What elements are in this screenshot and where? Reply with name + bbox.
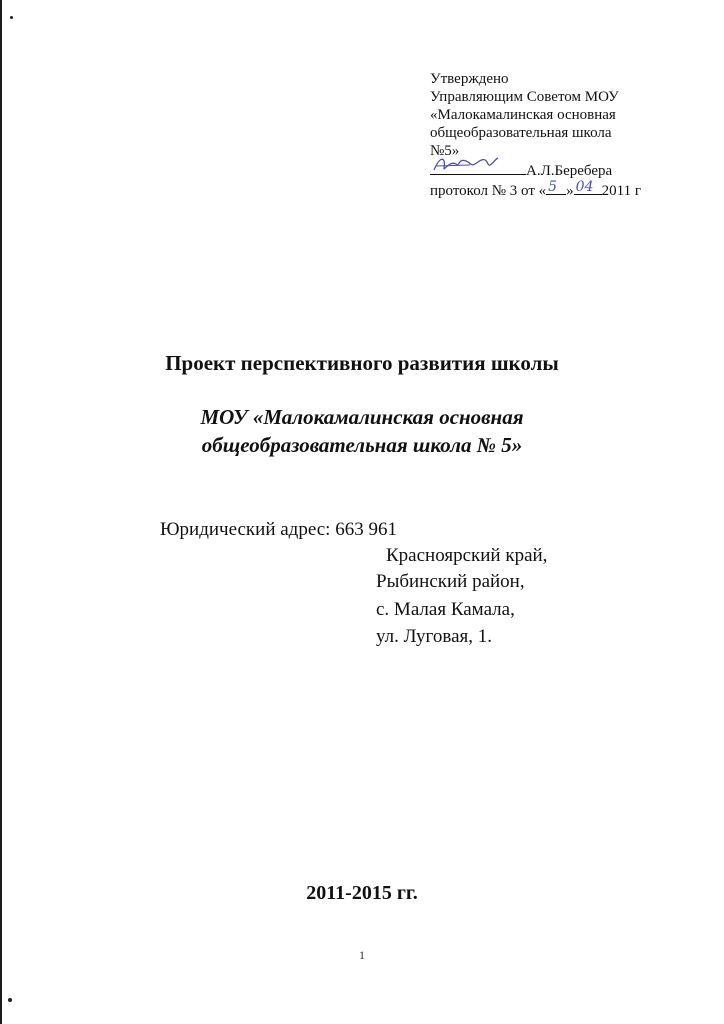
page-title: Проект перспективного развития школы [165, 351, 559, 375]
protocol-year: 2011 г [601, 183, 642, 199]
protocol-quote: » [566, 183, 574, 199]
protocol-month-blank [574, 180, 602, 195]
address-line: Красноярский край, [386, 545, 548, 566]
organization-name-line: общеобразовательная школа № 5» [201, 433, 523, 457]
organization-name [0, 403, 724, 459]
protocol-month: 04 [575, 179, 594, 195]
address-line: Рыбинский район, [376, 571, 525, 592]
approval-body-line: Управляющим Советом МОУ [430, 89, 619, 105]
project-years: 2011-2015 гг. [306, 882, 418, 904]
approval-body-line: «Малокамалинская основная [430, 107, 616, 123]
signature-line [430, 160, 710, 180]
organization-name-line: МОУ «Малокамалинская основная [200, 405, 524, 429]
approval-body-line: общеобразовательная школа [430, 125, 612, 141]
approval-body-line: №5» [430, 143, 460, 159]
protocol-prefix: протокол № 3 от « [430, 183, 547, 199]
scan-edge [0, 0, 2, 1024]
address-line: с. Малая Камала, [376, 599, 515, 620]
address-line: ул. Луговая, 1. [376, 626, 493, 647]
scan-speck [10, 16, 13, 19]
protocol-day: 5 [548, 179, 558, 195]
signature-blank [430, 160, 526, 175]
address-label: Юридический адрес: 663 961 [160, 519, 397, 540]
protocol-day-blank [546, 180, 566, 195]
handwritten-signature [430, 152, 500, 174]
signer-name: А.Л.Беребера [526, 163, 613, 179]
page-number: 1 [359, 948, 365, 962]
approval-heading: Утверждено [430, 71, 509, 87]
approval-block [430, 70, 710, 200]
protocol-line [430, 180, 710, 200]
scan-speck [8, 998, 12, 1002]
